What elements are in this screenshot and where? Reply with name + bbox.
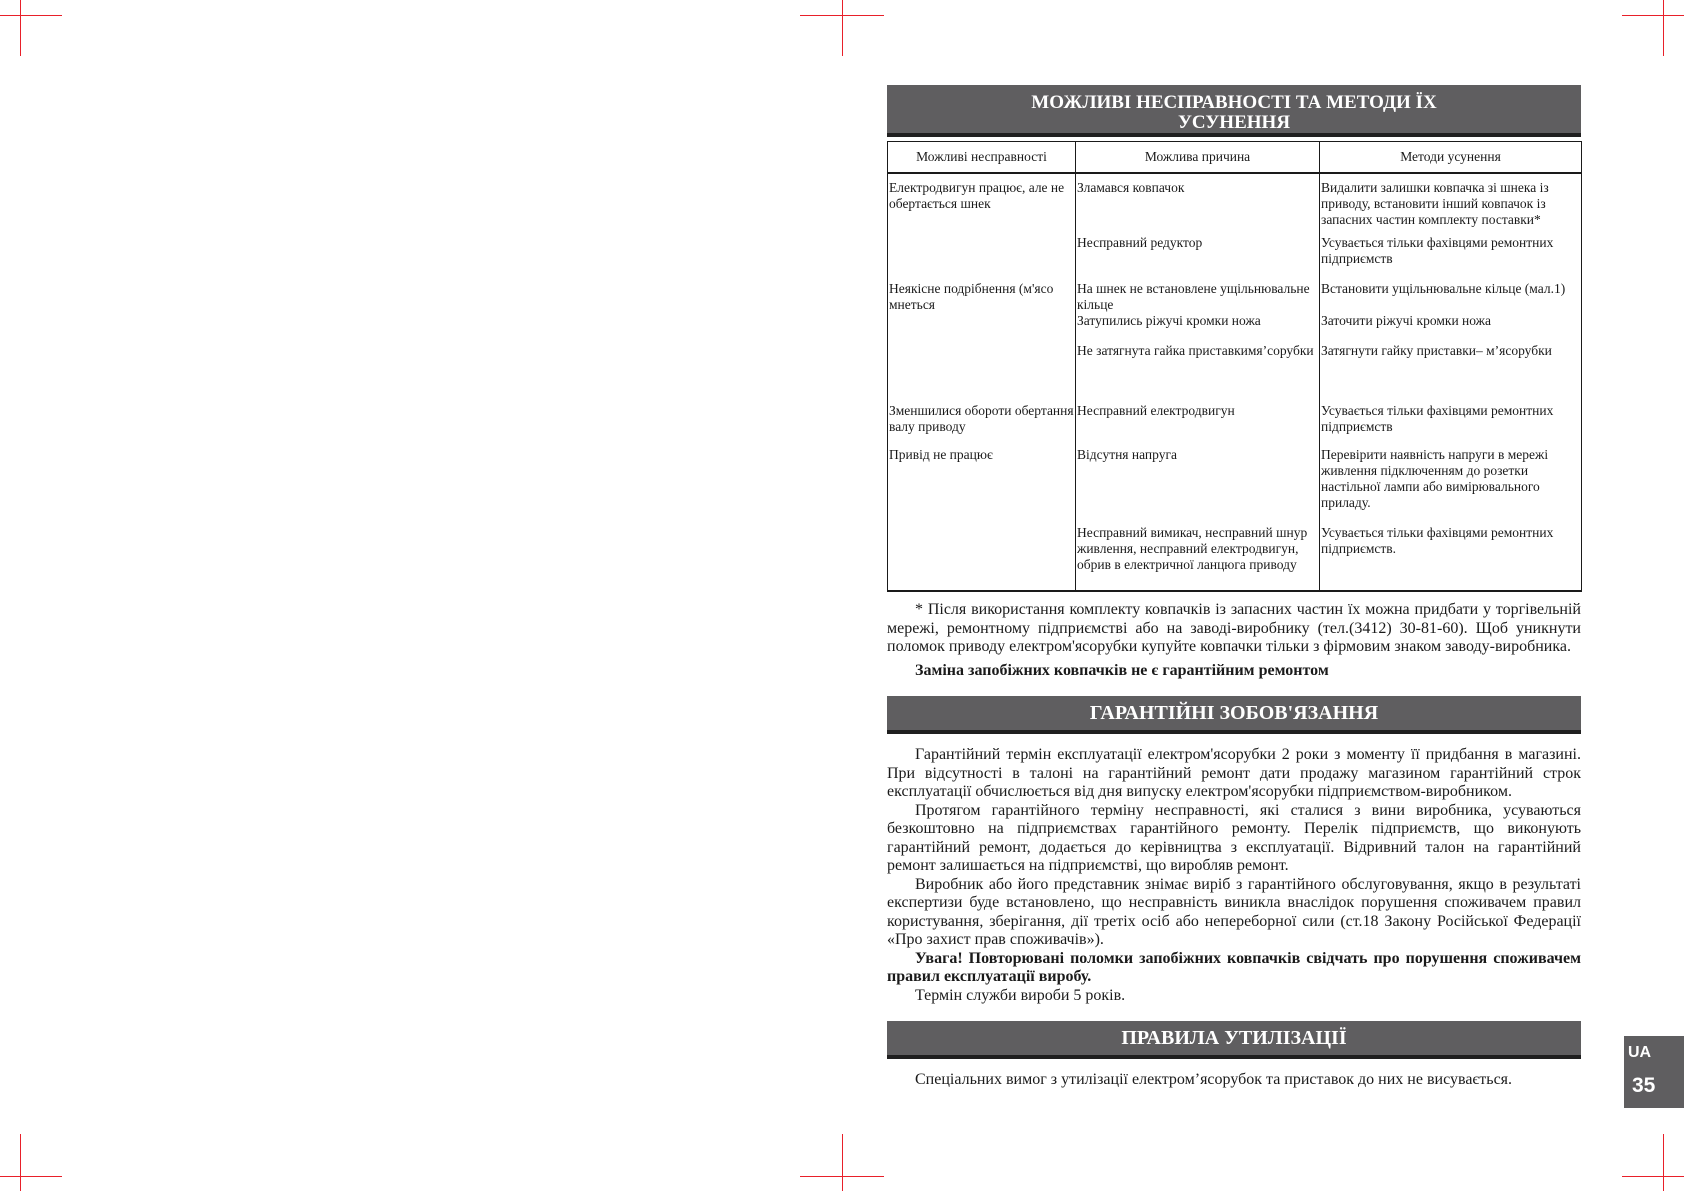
crop-mark xyxy=(1663,1134,1664,1191)
table-header: Методи усунення xyxy=(1320,142,1582,174)
crop-mark xyxy=(842,0,843,56)
fault-cell xyxy=(888,313,1076,343)
crop-mark xyxy=(800,15,884,16)
table-row xyxy=(888,403,1582,447)
cause-cell: Відсутня напруга xyxy=(1076,447,1320,525)
crop-mark xyxy=(0,1176,62,1177)
table-row xyxy=(888,173,1582,235)
disposal-heading: ПРАВИЛА УТИЛІЗАЦІЇ xyxy=(887,1021,1581,1059)
page-tab xyxy=(1624,1036,1684,1108)
table-row xyxy=(888,447,1582,525)
warranty-note: Заміна запобіжних ковпачків не є гарантійним ремонтом xyxy=(915,661,1329,679)
warranty-heading: ГАРАНТІЙНІ ЗОБОВ'ЯЗАННЯ xyxy=(887,696,1581,734)
troubleshooting-title-line2: УСУНЕННЯ xyxy=(1177,112,1291,133)
table-header: Можливі несправності xyxy=(888,142,1076,174)
cause-cell: Затупились ріжучі кромки ножа xyxy=(1076,313,1320,343)
warranty-paragraph: Виробник або його представник знімає виріб з гарантійного обслуговування, якщо в результаті експертизи буде встановлено, що несправність виникла внаслідок порушення споживачем правил користування, зберігання, дії третіх осіб або непереборної сили (ст.18 Закону Російської Федерації «Про захист прав споживачів»). xyxy=(887,875,1581,948)
fault-cell xyxy=(888,235,1076,281)
crop-mark xyxy=(20,1134,21,1191)
remedy-cell: Перевірити наявність напруги в мережі живлення підключенням до розетки настільної лампи або вимірювального приладу. xyxy=(1320,447,1582,525)
crop-mark xyxy=(842,1134,843,1191)
table-header: Можлива причина xyxy=(1076,142,1320,174)
table-row xyxy=(888,313,1582,343)
warranty-paragraph: Гарантійний термін експлуатації електром'ясорубки 2 роки з моменту її придбання в магазині. При відсутності в талоні на гарантійний ремонт дати продажу магазином гарантійний строк експлуатації обчислюється від дня випуску електром'ясорубки підприємством-виробником. xyxy=(887,746,1581,800)
table-row xyxy=(888,343,1582,403)
cause-cell: На шнек не встановлене ущільнювальне кільце xyxy=(1076,281,1320,313)
crop-mark xyxy=(0,15,62,16)
disposal-text: Спеціальних вимог з утилізації електром’ясорубок та приставок до них не висувається. xyxy=(915,1071,1513,1088)
table-row xyxy=(888,235,1582,281)
table-row xyxy=(888,281,1582,313)
fault-cell: Неякісне подрібнення (м'ясо мнеться xyxy=(888,281,1076,313)
page-content xyxy=(887,85,1581,1090)
page-number: 35 xyxy=(1632,1074,1656,1097)
table-row xyxy=(888,525,1582,591)
warranty-warning: Увага! Повторювані поломки запобіжних ковпачків свідчать про порушення споживачем правил експлуатації виробу. xyxy=(887,949,1581,985)
remedy-cell: Заточити ріжучі кромки ножа xyxy=(1320,313,1582,343)
crop-mark xyxy=(1622,1176,1684,1177)
cause-cell: Несправний електродвигун xyxy=(1076,403,1320,447)
footnote: * Після використання комплекту ковпачків із запасних частин їх можна придбати у торгівельній мережі, ремонтному підприємстві або на заводі-виробнику (тел.(3412) 30-81-60). Щоб уникнути поломок приводу електром'ясорубки купуйте ковпачки тільки з фірмовим знаком заводу-виробника. xyxy=(887,601,1581,655)
warranty-section xyxy=(887,746,1581,1005)
remedy-cell: Встановити ущільнювальне кільце (мал.1) xyxy=(1320,281,1582,313)
cause-cell: Зламався ковпачок xyxy=(1076,173,1320,235)
troubleshooting-title-line1: МОЖЛИВІ НЕСПРАВНОСТІ ТА МЕТОДИ ЇХ xyxy=(1031,92,1437,113)
troubleshooting-heading xyxy=(887,85,1581,137)
fault-cell: Привід не працює xyxy=(888,447,1076,525)
fault-cell: Електродвигун працює, але не обертається шнек xyxy=(888,173,1076,235)
warranty-paragraph: Протягом гарантійного терміну несправності, які сталися з вини виробника, усуваються безкоштовно на підприємствах гарантійного ремонту. Перелік підприємств, що виконують гарантійний ремонт, додається до керівництва з експлуатації. Відривний талон на гарантійний ремонт залишається на підприємстві, що виробляв ремонт. xyxy=(887,801,1581,874)
crop-mark xyxy=(1663,0,1664,56)
troubleshooting-table xyxy=(887,141,1582,592)
remedy-cell: Усувається тільки фахівцями ремонтних підприємств xyxy=(1320,235,1582,281)
crop-mark xyxy=(20,0,21,56)
fault-cell xyxy=(888,343,1076,403)
crop-mark xyxy=(1622,15,1684,16)
remedy-cell: Усувається тільки фахівцями ремонтних підприємств xyxy=(1320,403,1582,447)
remedy-cell: Видалити залишки ковпачка зі шнека із приводу, встановити інший ковпачок із запасних частин комплекту поставки* xyxy=(1320,173,1582,235)
fault-cell xyxy=(888,525,1076,591)
remedy-cell: Затягнути гайку приставки– м’ясорубки xyxy=(1320,343,1582,403)
fault-cell: Зменшилися обороти обертання валу приводу xyxy=(888,403,1076,447)
cause-cell: Несправний вимикач, несправний шнур живлення, несправний електродвигун, обрив в електричної ланцюга приводу xyxy=(1076,525,1320,591)
cause-cell: Не затягнута гайка приставкимя’сорубки xyxy=(1076,343,1320,403)
remedy-cell: Усувається тільки фахівцями ремонтних підприємств. xyxy=(1320,525,1582,591)
crop-mark xyxy=(800,1176,884,1177)
language-label: UA xyxy=(1628,1044,1652,1061)
service-life: Термін служби вироби 5 років. xyxy=(915,986,1126,1004)
cause-cell: Несправний редуктор xyxy=(1076,235,1320,281)
